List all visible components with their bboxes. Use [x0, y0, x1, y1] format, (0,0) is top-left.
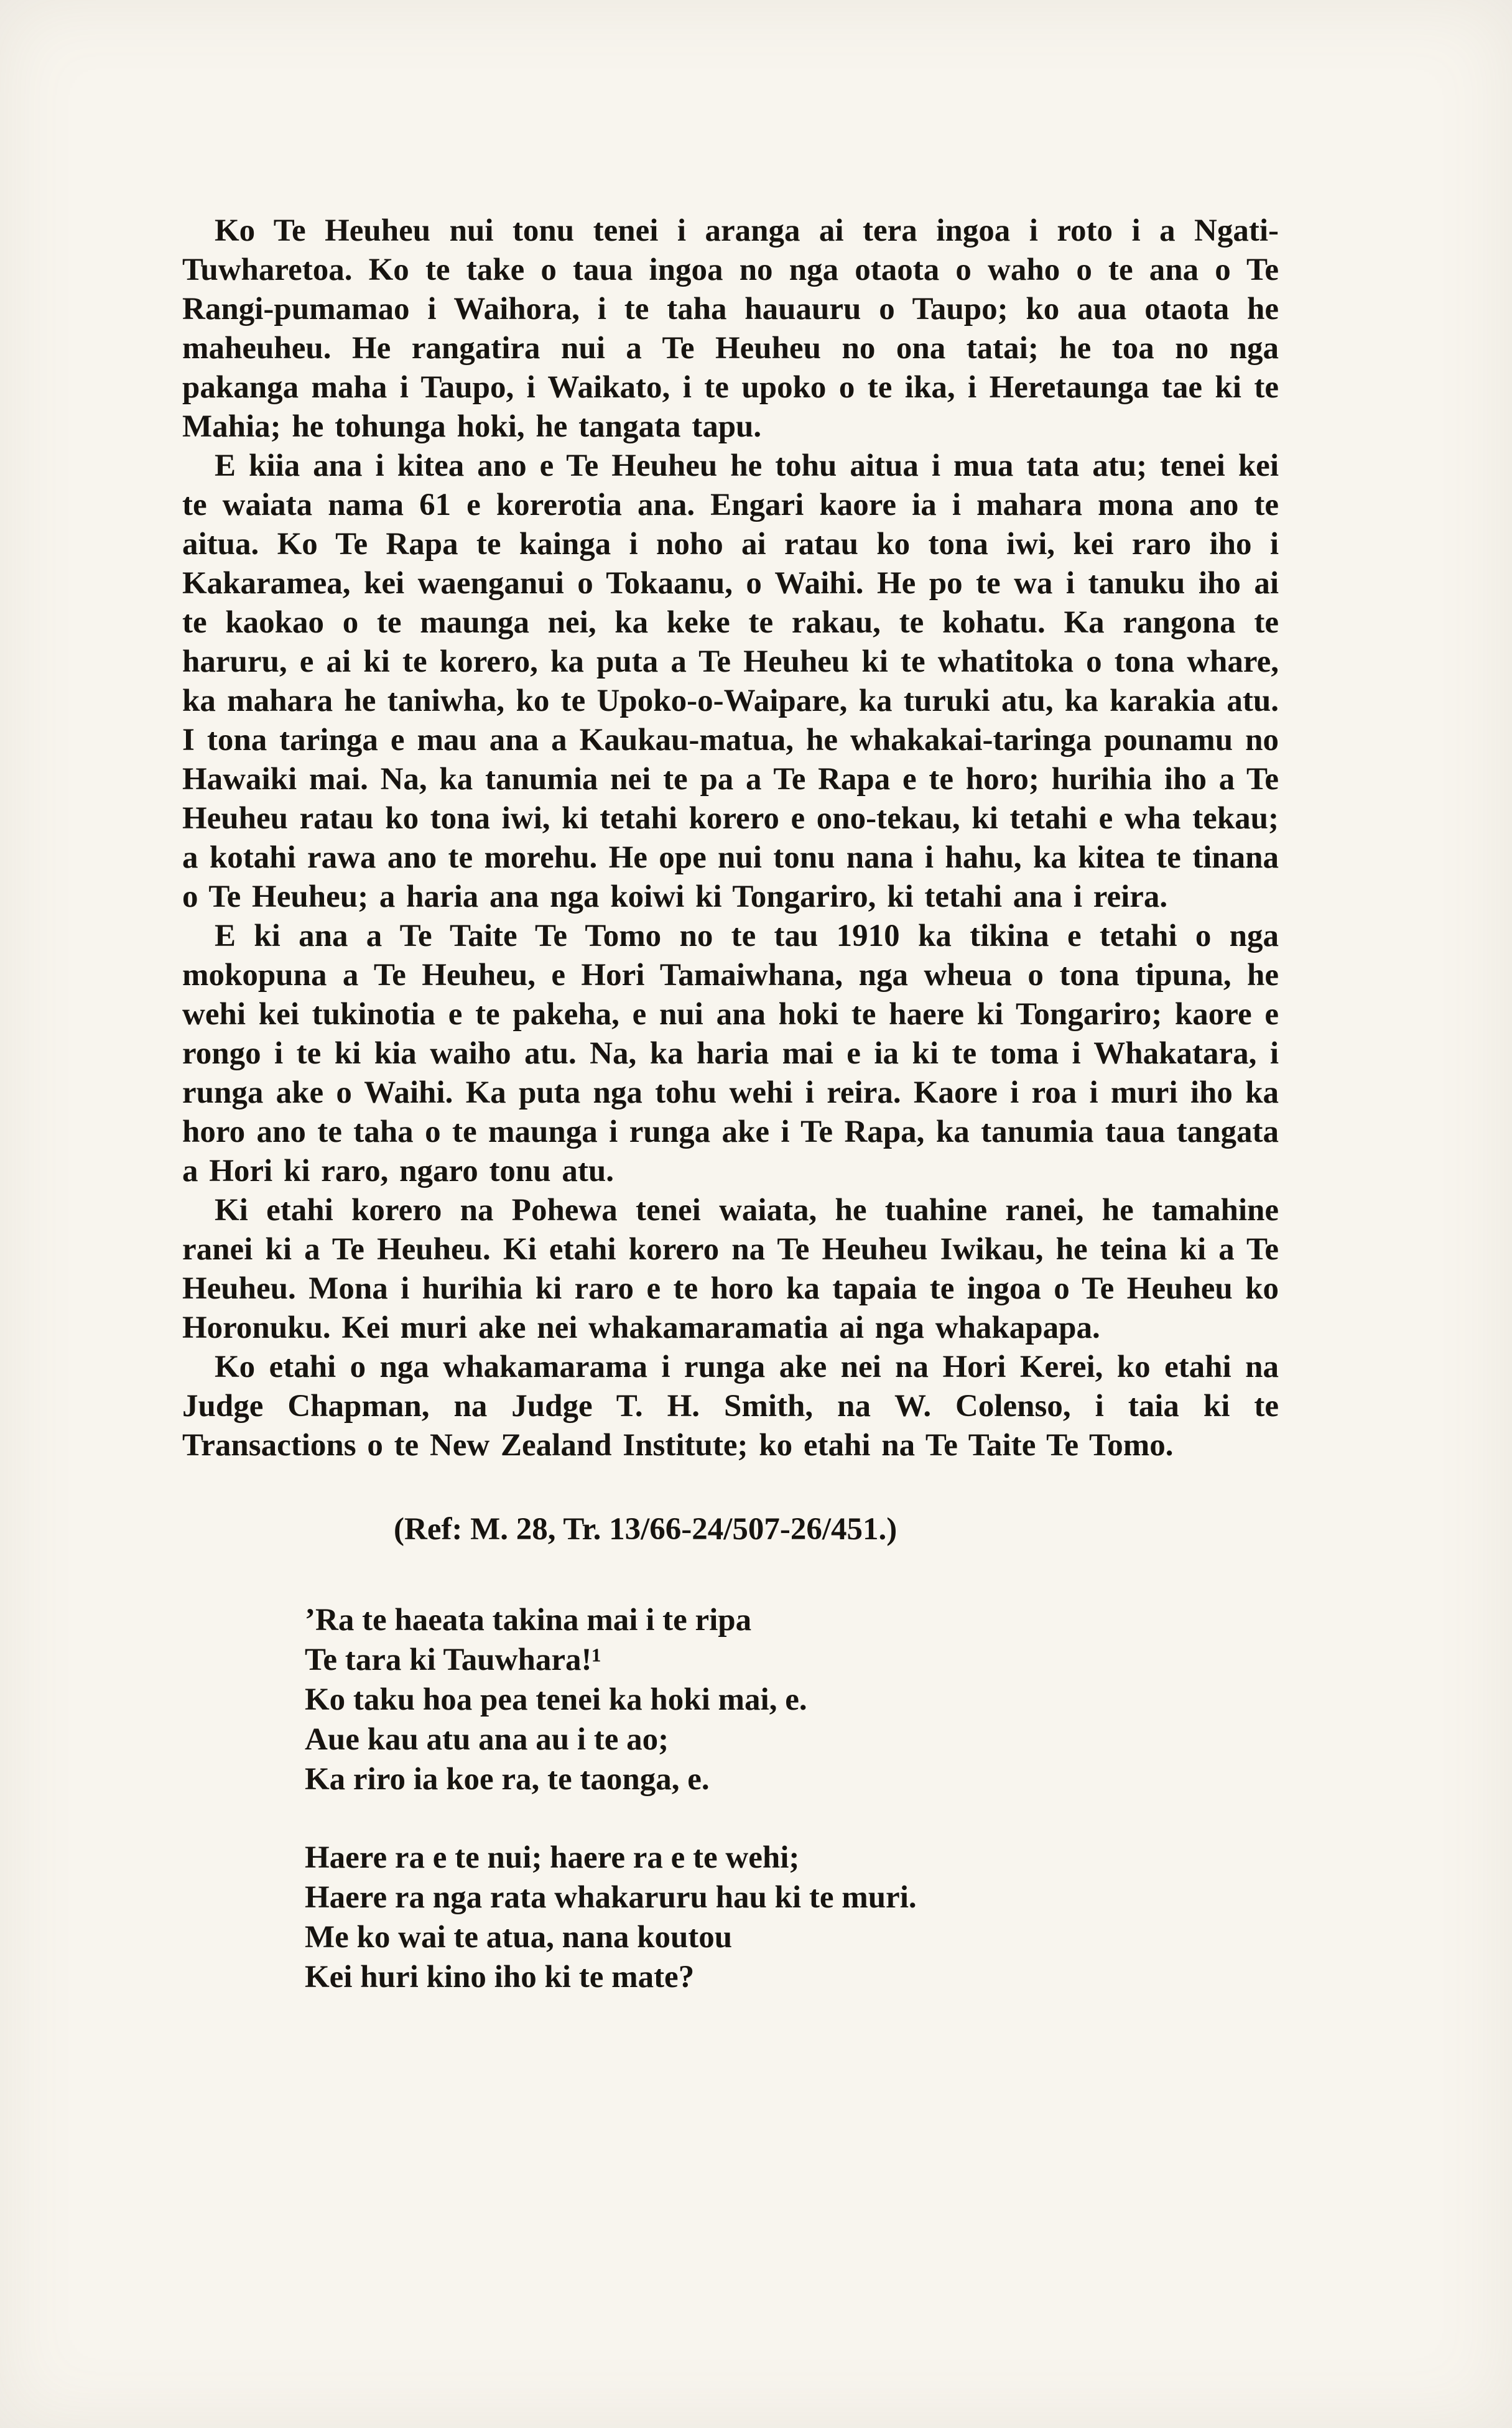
paragraph-5: Ko etahi o nga whakamarama i runga ake nei na Hori Kerei, ko etahi na Judge Chapman, na Judge T. H. Smith, na W. Colenso, i taia ki te Transactions o te New Zealand Institute; ko etahi na Te Taite Te Tomo. — [182, 1350, 1279, 1463]
text-block — [182, 211, 1279, 1997]
poem-line: Kei huri kino iho ki te mate? — [305, 1960, 695, 1995]
paragraph-4: Ki etahi korero na Pohewa tenei waiata, he tuahine ranei, he tamahine ranei ki a Te Heuheu. Ki etahi korero na Te Heuheu Iwikau, he teina ki a Te Heuheu. Mona i hurihia ki raro e te horo ka tapaia te ingoa o Te Heuheu ko Horonuku. Kei muri ake nei whakamaramatia ai nga whakapapa. — [182, 1193, 1279, 1345]
poem-line: Te tara ki Tauwhara!¹ — [305, 1643, 601, 1677]
poem-stanza-1 — [305, 1600, 1279, 1799]
poem-line: Aue kau atu ana au i te ao; — [305, 1722, 669, 1757]
paragraph-1: Ko Te Heuheu nui tonu tenei i aranga ai tera ingoa i roto i a Ngati-Tuwharetoa. Ko te take o taua ingoa no nga otaota o waho o te ana o Te Rangi-pumamao i Waihora, i te taha hauauru o Taupo; ko aua otaota he maheuheu. He rangatira nui a Te Heuheu no ona tatai; he toa no nga pakanga maha i Taupo, i Waikato, i te upoko o te ika, i Heretaunga tae ki te Mahia; he tohunga hoki, he tangata tapu. — [182, 213, 1279, 444]
poem-line: Haere ra e te nui; haere ra e te wehi; — [305, 1840, 800, 1875]
paragraph-3: E ki ana a Te Taite Te Tomo no te tau 1910 ka tikina e tetahi o nga mokopuna a Te Heuheu, e Hori Tamaiwhana, nga wheua o tona tipuna, he wehi kei tukinotia e te pakeha, e nui ana hoki te haere ki Tongariro; kaore e rongo i te ki kia waiho atu. Na, ka haria mai e ia ki te toma i Whakatara, i runga ake o Waihi. Ka puta nga tohu wehi i reira. Kaore i roa i muri iho ka horo ano te taha o te maunga i runga ake i Te Rapa, ka tanumia taua tangata a Hori ki raro, ngaro tonu atu. — [182, 919, 1279, 1189]
poem — [182, 1600, 1279, 1997]
poem-line: Haere ra nga rata whakaruru hau ki te muri. — [305, 1880, 917, 1915]
reference-line: (Ref: M. 28, Tr. 13/66-24/507-26/451.) — [394, 1512, 897, 1547]
poem-line: Me ko wai te atua, nana koutou — [305, 1920, 733, 1955]
poem-line: ’Ra te haeata takina mai i te ripa — [305, 1603, 752, 1638]
paragraph-2: E kiia ana i kitea ano e Te Heuheu he tohu aitua i mua tata atu; tenei kei te waiata nama 61 e korerotia ana. Engari kaore ia i mahara mona ano te aitua. Ko Te Rapa te kainga i noho ai ratau ko tona iwi, kei raro iho i Kakaramea, kei waenganui o Tokaanu, o Waihi. He po te wa i tanuku iho ai te kaokao o te maunga nei, ka keke te rakau, te kohatu. Ka rangona te haruru, e ai ki te korero, ka puta a Te Heuheu ki te whatitoka o tona whare, ka mahara he taniwha, ko te Upoko-o-Waipare, ka turuki atu, ka karakia atu. I tona taringa e mau ana a Kaukau-matua, he whakakai-taringa pounamu no Hawaiki mai. Na, ka tanumia nei te pa a Te Rapa e te horo; hurihia iho a Te Heuheu ratau ko tona iwi, ki tetahi korero e ono-tekau, ki tetahi e wha tekau; a kotahi rawa ano te morehu. He ope nui tonu nana i hahu, ka kitea te tinana o Te Heuheu; a haria ana nga koiwi ki Tongariro, ki tetahi ana i reira. — [182, 448, 1279, 914]
poem-line: Ko taku hoa pea tenei ka hoki mai, e. — [305, 1682, 807, 1717]
poem-line: Ka riro ia koe ra, te taonga, e. — [305, 1762, 710, 1797]
poem-stanza-2 — [305, 1838, 1279, 1997]
